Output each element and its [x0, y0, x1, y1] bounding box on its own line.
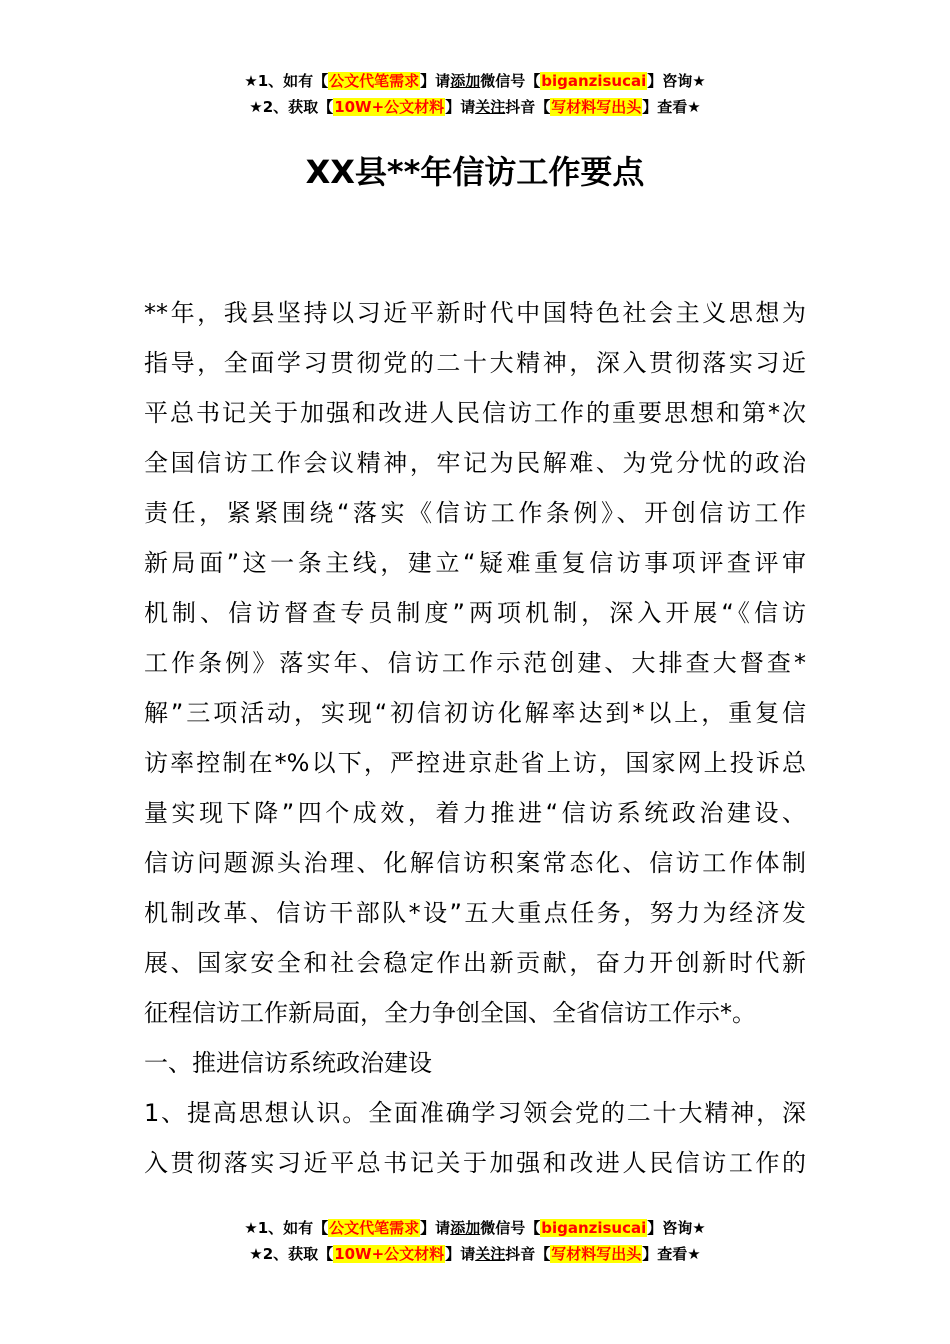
highlight-douyin: 写材料写出头: [551, 1245, 642, 1263]
text-line: 责任，紧紧围绕“落实《信访工作条例》、开创信访工作: [144, 499, 806, 527]
notice-text: 】咨询★: [647, 72, 706, 90]
notice-text: 】请: [420, 72, 451, 90]
section-heading: [144, 1038, 806, 1088]
notice-text: 抖音【: [505, 1245, 551, 1263]
notice-text: 】请: [420, 1219, 451, 1237]
item-paragraph: [144, 1088, 806, 1188]
notice-text: ★1、如有【: [244, 1219, 329, 1237]
notice-underlined: 关注: [475, 98, 506, 116]
text-line: 机制改革、信访干部队*设”五大重点任务，努力为经济发: [144, 899, 806, 927]
document-title: XX县**年信访工作要点: [305, 153, 645, 191]
notice-text: ★2、获取【: [249, 98, 334, 116]
notice-text: 】查看★: [642, 98, 701, 116]
text-line: 指导，全面学习贯彻党的二十大精神，深入贯彻落实习近: [144, 349, 806, 377]
text-line: 1、提高思想认识。全面准确学习领会党的二十大精神，深: [144, 1099, 806, 1127]
text-line: 访率控制在*%以下，严控进京赴省上访，国家网上投诉总: [144, 749, 806, 777]
intro-paragraph: [144, 288, 806, 1038]
section-1-heading: 一、推进信访系统政治建设: [144, 1049, 432, 1077]
notice-underlined: 关注: [475, 1245, 506, 1263]
header-notice: [0, 68, 950, 120]
notice-text: 】请: [445, 1245, 476, 1263]
text-line: 展、国家安全和社会稳定作出新贡献，奋力开创新时代新: [144, 949, 806, 977]
document-body: [144, 288, 806, 1188]
text-line: 信访问题源头治理、化解信访积案常态化、信访工作体制: [144, 849, 806, 877]
text-line: 解”三项活动，实现“初信初访化解率达到*以上，重复信: [144, 699, 806, 727]
text-line: 量实现下降”四个成效，着力推进“信访系统政治建设、: [144, 799, 806, 827]
notice-text: 微信号【: [480, 72, 541, 90]
text-line: 工作条例》落实年、信访工作示范创建、大排查大督查*: [144, 649, 806, 677]
notice-text: 】咨询★: [647, 1219, 706, 1237]
notice-text: ★1、如有【: [244, 72, 329, 90]
text-line: 征程信访工作新局面，全力争创全国、全省信访工作示*。: [144, 999, 756, 1027]
text-line: 全国信访工作会议精神，牢记为民解难、为党分忧的政治: [144, 449, 806, 477]
highlight-wechat-id: biganzisucai: [541, 72, 647, 90]
text-line: 机制、信访督查专员制度”两项机制，深入开展“《信访: [144, 599, 806, 627]
notice-text: 微信号【: [480, 1219, 541, 1237]
notice-line-2: [0, 94, 950, 120]
text-line: 新局面”这一条主线，建立“疑难重复信访事项评查评审: [144, 549, 806, 577]
highlight-materials: 10W+公文材料: [334, 98, 445, 116]
highlight-douyin: 写材料写出头: [551, 98, 642, 116]
notice-line-1: [0, 68, 950, 94]
notice-text: 抖音【: [505, 98, 551, 116]
notice-text: 】查看★: [642, 1245, 701, 1263]
text-line: 入贯彻落实习近平总书记关于加强和改进人民信访工作的: [144, 1149, 806, 1177]
footer-notice: [0, 1215, 950, 1267]
highlight-service: 公文代笔需求: [329, 72, 420, 90]
notice-line-2: [0, 1241, 950, 1267]
text-line: 平总书记关于加强和改进人民信访工作的重要思想和第*次: [144, 399, 806, 427]
highlight-materials: 10W+公文材料: [334, 1245, 445, 1263]
notice-line-1: [0, 1215, 950, 1241]
notice-underlined: 添加: [450, 72, 481, 90]
notice-underlined: 添加: [450, 1219, 481, 1237]
notice-text: 】请: [445, 98, 476, 116]
highlight-wechat-id: biganzisucai: [541, 1219, 647, 1237]
text-line: **年，我县坚持以习近平新时代中国特色社会主义思想为: [144, 299, 806, 327]
notice-text: ★2、获取【: [249, 1245, 334, 1263]
highlight-service: 公文代笔需求: [329, 1219, 420, 1237]
